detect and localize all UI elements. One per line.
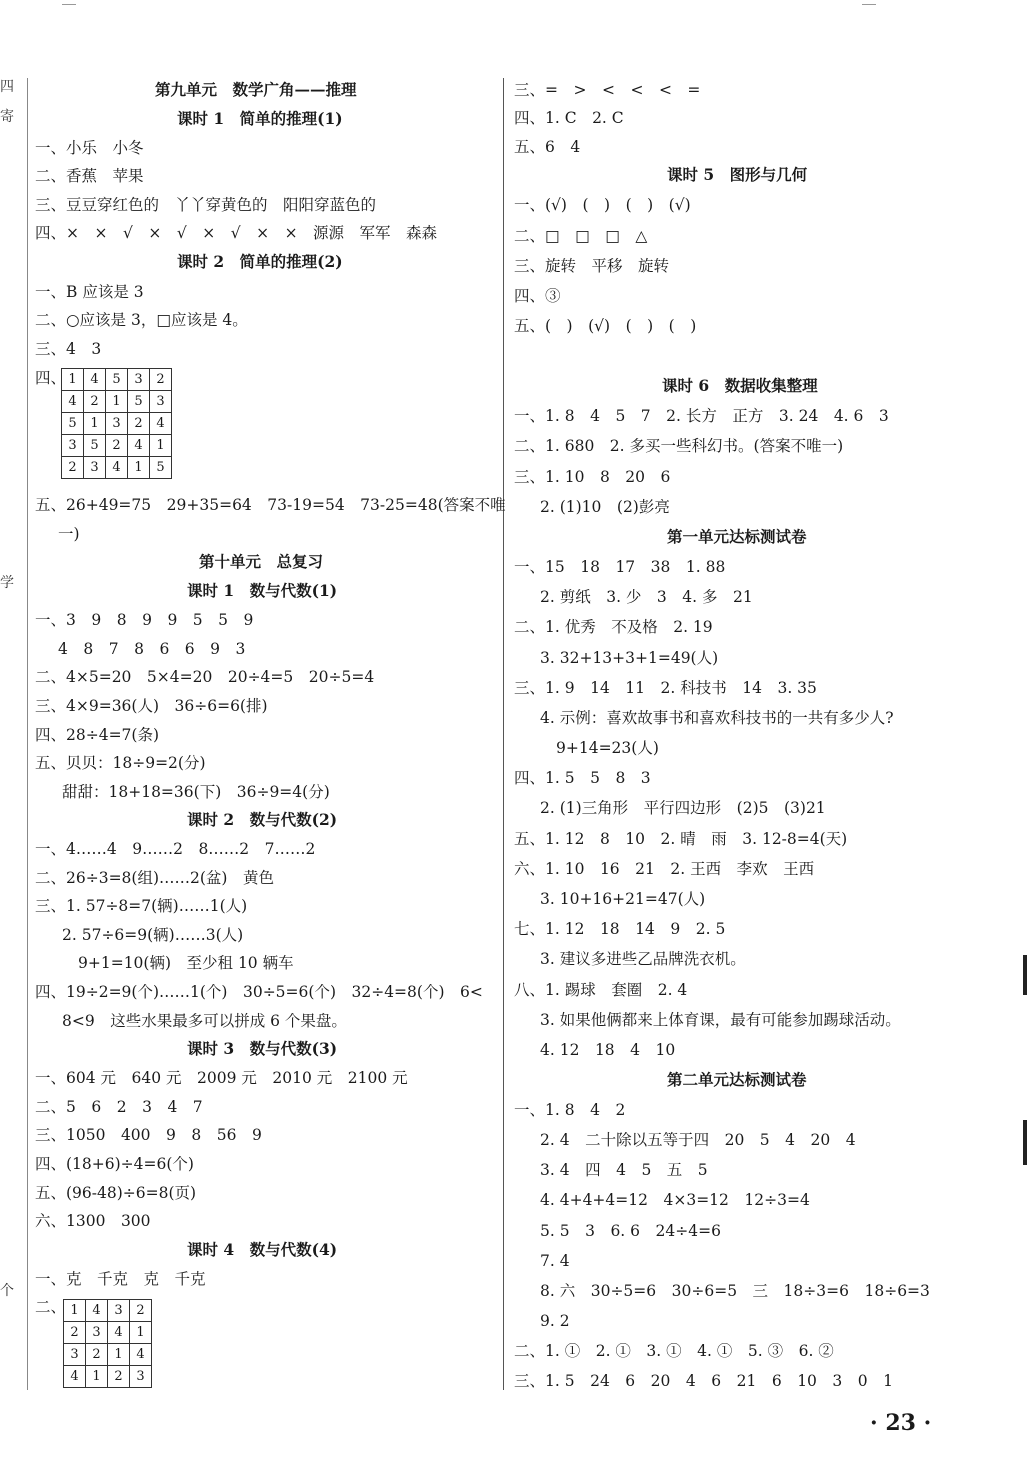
section-heading: 课时 2 数与代数(2): [187, 810, 338, 829]
answer-line: 三、1. 5 24 6 20 4 6 21 6 10 3 0 1: [514, 1372, 894, 1390]
grid-cell: 2: [84, 391, 106, 413]
section-heading: 第二单元达标测试卷: [667, 1070, 807, 1089]
section-heading: 第九单元 数学广角——推理: [155, 80, 357, 99]
answer-line: 9+1=10(辆) 至少租 10 辆车: [78, 954, 294, 972]
grid-row: [62, 413, 172, 435]
grid-cell: 5: [106, 369, 128, 391]
answer-line: 4. 4+4+4=12 4×3=12 12÷3=4: [540, 1191, 810, 1209]
section-heading: 课时 1 数与代数(1): [187, 581, 338, 600]
answer-line: 一、B 应该是 3: [35, 283, 144, 301]
answer-line: 一): [58, 525, 80, 543]
answer-line: 2. (1)三角形 平行四边形 (2)5 (3)21: [540, 799, 826, 817]
grid-cell: 4: [150, 413, 172, 435]
answer-line: 3. 建议多进些乙品牌洗衣机。: [540, 950, 746, 968]
answer-line: 六、1. 10 16 21 2. 王西 李欢 王西: [514, 860, 815, 878]
answer-line: 四、(18+6)÷4=6(个): [35, 1155, 194, 1173]
grid-row: [62, 391, 172, 413]
answer-line: 一、604 元 640 元 2009 元 2010 元 2100 元: [35, 1069, 408, 1087]
section-heading: 课时 3 数与代数(3): [187, 1039, 338, 1058]
grid-cell: 1: [84, 413, 106, 435]
section-heading: 课时 4 数与代数(4): [187, 1240, 338, 1259]
answer-line: 一、克 千克 克 千克: [35, 1270, 206, 1288]
answer-line: 三、旋转 平移 旋转: [514, 257, 670, 275]
answer-line: 8<9 这些水果最多可以拼成 6 个果盘。: [62, 1012, 347, 1030]
grid-cell: 5: [84, 435, 106, 457]
grid-cell: 3: [128, 369, 150, 391]
grid-cell: 2: [86, 1344, 108, 1366]
answer-line: 七、1. 12 18 14 9 2. 5: [514, 920, 726, 938]
answer-line: 八、1. 踢球 套圈 2. 4: [514, 981, 688, 999]
grid-row: [62, 369, 172, 391]
section-heading: 课时 2 简单的推理(2): [177, 252, 343, 271]
answer-line: 五、( ) (√) ( ) ( ): [514, 317, 697, 335]
edge-char: 四: [0, 79, 14, 95]
answer-line: 一、4……4 9……2 8……2 7……2: [35, 840, 316, 858]
answer-line: 二、1. 680 2. 多买一些科幻书。(答案不唯一): [514, 437, 844, 455]
answer-line: 3. 如果他俩都来上体育课，最有可能参加踢球活动。: [540, 1011, 901, 1029]
answer-line: 7. 4: [540, 1252, 570, 1270]
grid-row: [62, 457, 172, 479]
top-mark-right: [862, 4, 876, 5]
grid-cell: 3: [84, 457, 106, 479]
answer-line: 2. 剪纸 3. 少 3 4. 多 21: [540, 588, 753, 606]
answer-line: 一、1. 8 4 5 7 2. 长方 正方 3. 24 4. 6 3: [514, 407, 889, 425]
answer-grid-5x5: [61, 368, 172, 479]
answer-line: 二、□ □ □ △: [514, 227, 648, 245]
answer-line: 二、4×5=20 5×4=20 20÷4=5 20÷5=4: [35, 668, 375, 686]
answer-line: 三、4 3: [35, 340, 102, 358]
edge-char: 学: [0, 575, 14, 591]
grid-cell: 1: [150, 435, 172, 457]
answer-line: 五、26+49=75 29+35=64 73-19=54 73-25=48(答案不唯: [35, 496, 506, 514]
answer-line: 三、= > < < < =: [514, 81, 701, 99]
grid-row: [64, 1300, 152, 1322]
grid-cell: 3: [108, 1300, 130, 1322]
answer-line: 六、1300 300: [35, 1212, 151, 1230]
answer-line: 2. (1)10 (2)彭亮: [540, 498, 670, 516]
grid-cell: 1: [106, 391, 128, 413]
answer-line: 二、1. 优秀 不及格 2. 19: [514, 618, 713, 636]
answer-line: 三、1. 57÷8=7(辆)……1(人): [35, 897, 248, 915]
answer-line: 2. 57÷6=9(辆)……3(人): [62, 926, 244, 944]
answer-line: 四、1. 5 5 8 3: [514, 769, 651, 787]
answer-line: 三、豆豆穿红色的 丫丫穿黄色的 阳阳穿蓝色的: [35, 196, 377, 214]
answer-line: 3. 32+13+3+1=49(人): [540, 649, 719, 667]
grid-cell: 4: [62, 391, 84, 413]
answer-line: 四、: [35, 369, 67, 387]
answer-line: 9. 2: [540, 1312, 570, 1330]
answer-line: 二、: [35, 1298, 67, 1316]
answer-line: 五、6 4: [514, 138, 581, 156]
grid-cell: 3: [64, 1344, 86, 1366]
answer-grid-4x4: [63, 1299, 152, 1388]
answer-line: 8. 六 30÷5=6 30÷6=5 三 18÷3=6 18÷6=3: [540, 1282, 930, 1300]
grid-cell: 2: [64, 1322, 86, 1344]
answer-line: 3. 10+16+21=47(人): [540, 890, 706, 908]
grid-row: [64, 1322, 152, 1344]
answer-line: 四、28÷4=7(条): [35, 726, 160, 744]
grid-cell: 4: [106, 457, 128, 479]
grid-cell: 2: [62, 457, 84, 479]
answer-line: 二、○应该是 3，□应该是 4。: [35, 311, 248, 329]
answer-line: 一、1. 8 4 2: [514, 1101, 626, 1119]
right-edge-bar: [1023, 955, 1027, 995]
grid-cell: 2: [108, 1366, 130, 1388]
grid-row: [64, 1344, 152, 1366]
answer-line: 四、19÷2=9(个)……1(个) 30÷5=6(个) 32÷4=8(个) 6<: [35, 983, 483, 1001]
answer-line: 二、香蕉 苹果: [35, 167, 144, 185]
grid-cell: 4: [86, 1300, 108, 1322]
answer-line: 三、1050 400 9 8 56 9: [35, 1126, 262, 1144]
grid-cell: 1: [108, 1344, 130, 1366]
answer-line: 三、1. 9 14 11 2. 科技书 14 3. 35: [514, 679, 817, 697]
grid-cell: 1: [64, 1300, 86, 1322]
grid-cell: 3: [106, 413, 128, 435]
grid-row: [62, 435, 172, 457]
section-heading: 第十单元 总复习: [199, 552, 324, 571]
answer-line: 4. 12 18 4 10: [540, 1041, 676, 1059]
answer-line: 五、(96-48)÷6=8(页): [35, 1184, 197, 1202]
answer-line: 4. 示例：喜欢故事书和喜欢科技书的一共有多少人?: [540, 709, 894, 727]
answer-line: 四、③: [514, 287, 561, 305]
left-edge-line: [27, 78, 28, 1390]
right-edge-bar: [1023, 1120, 1027, 1165]
grid-cell: 3: [130, 1366, 152, 1388]
grid-cell: 2: [130, 1300, 152, 1322]
answer-line: 二、26÷3=8(组)……2(盆) 黄色: [35, 869, 274, 887]
answer-line: 四、1. C 2. C: [514, 109, 624, 127]
answer-line: 三、4×9=36(人) 36÷6=6(排): [35, 697, 268, 715]
grid-cell: 2: [128, 413, 150, 435]
answer-line: 5. 5 3 6. 6 24÷4=6: [540, 1222, 721, 1240]
grid-cell: 5: [128, 391, 150, 413]
grid-row: [64, 1366, 152, 1388]
grid-cell: 3: [86, 1322, 108, 1344]
section-heading: 第一单元达标测试卷: [667, 527, 807, 546]
answer-line: 9+14=23(人): [556, 739, 659, 757]
answer-line: 二、1. ① 2. ① 3. ① 4. ① 5. ③ 6. ②: [514, 1342, 834, 1360]
grid-cell: 1: [62, 369, 84, 391]
top-mark-left: [62, 4, 76, 5]
grid-cell: 1: [86, 1366, 108, 1388]
grid-cell: 1: [128, 457, 150, 479]
grid-cell: 2: [150, 369, 172, 391]
grid-cell: 4: [108, 1322, 130, 1344]
section-heading: 课时 5 图形与几何: [667, 165, 808, 184]
section-heading: 课时 1 简单的推理(1): [177, 109, 343, 128]
answer-line: 一、(√) ( ) ( ) (√): [514, 196, 691, 214]
grid-cell: 4: [84, 369, 106, 391]
edge-char: 个: [0, 1283, 14, 1299]
answer-line: 一、15 18 17 38 1. 88: [514, 558, 726, 576]
grid-cell: 5: [62, 413, 84, 435]
answer-line: 三、1. 10 8 20 6: [514, 468, 671, 486]
edge-char: 寄: [0, 109, 14, 125]
page-number: · 23 ·: [870, 1410, 932, 1436]
answer-line: 二、5 6 2 3 4 7: [35, 1098, 203, 1116]
column-divider: [503, 78, 504, 1390]
answer-line: 一、3 9 8 9 9 5 5 9: [35, 611, 254, 629]
grid-cell: 2: [106, 435, 128, 457]
answer-line: 2. 4 二十除以五等于四 20 5 4 20 4: [540, 1131, 856, 1149]
answer-line: 甜甜：18+18=36(下) 36÷9=4(分): [62, 783, 330, 801]
answer-line: 一、小乐 小冬: [35, 139, 144, 157]
answer-line: 四、× × √ × √ × √ × × 源源 军军 森森: [35, 224, 438, 242]
grid-cell: 1: [130, 1322, 152, 1344]
grid-cell: 3: [62, 435, 84, 457]
answer-line: 4 8 7 8 6 6 9 3: [58, 640, 246, 658]
answer-line: 3. 4 四 4 5 五 5: [540, 1161, 708, 1179]
answer-line: 五、1. 12 8 10 2. 晴 雨 3. 12-8=4(天): [514, 830, 848, 848]
grid-cell: 4: [64, 1366, 86, 1388]
grid-cell: 3: [150, 391, 172, 413]
answer-line: 五、贝贝：18÷9=2(分): [35, 754, 206, 772]
section-heading: 课时 6 数据收集整理: [662, 376, 818, 395]
grid-cell: 5: [150, 457, 172, 479]
grid-cell: 4: [130, 1344, 152, 1366]
grid-cell: 4: [128, 435, 150, 457]
